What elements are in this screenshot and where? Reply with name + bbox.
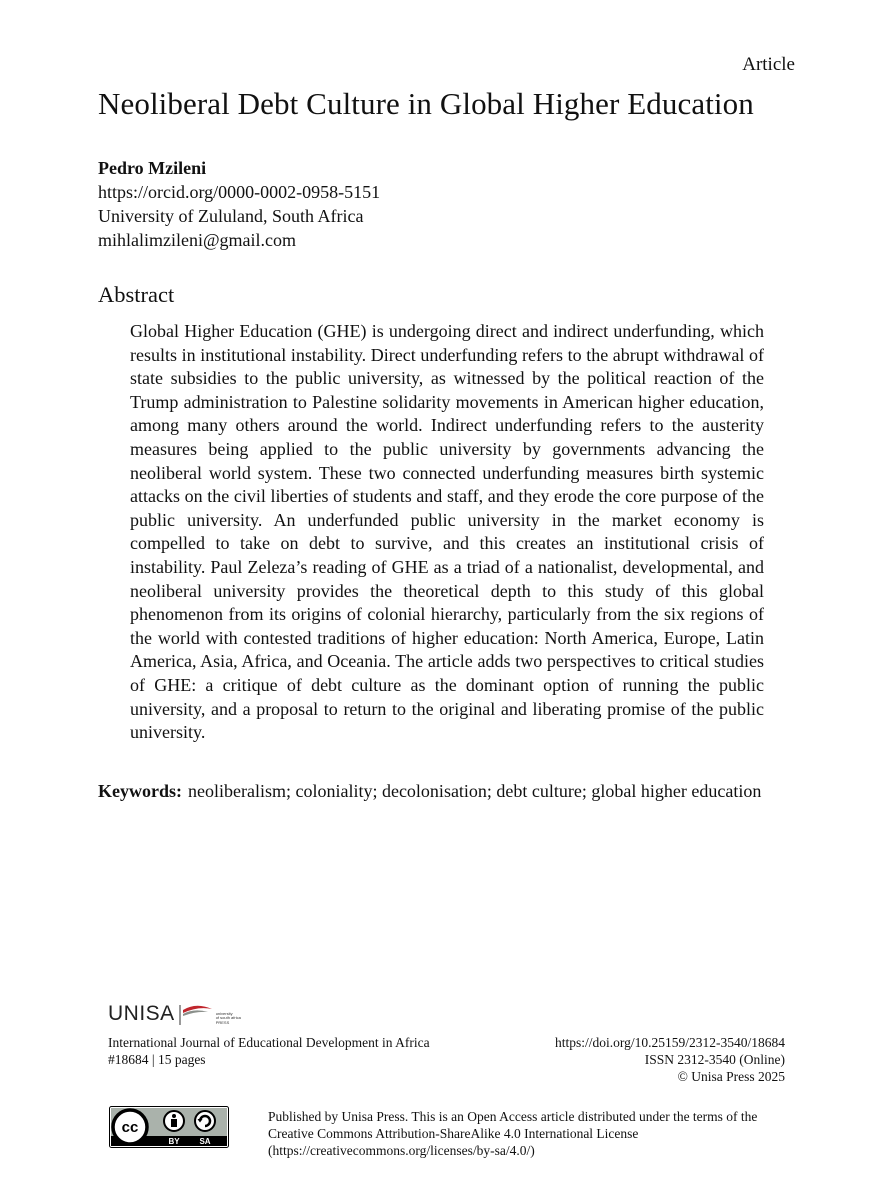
issn: ISSN 2312-3540 (Online) <box>644 1052 785 1067</box>
author-email-link[interactable]: mihlalimzileni@gmail.com <box>98 230 297 250</box>
article-number-pages: #18684 | 15 pages <box>108 1052 206 1067</box>
unisa-logo-text: UNISA <box>108 1002 175 1025</box>
abstract-heading: Abstract <box>98 282 175 307</box>
unisa-logo-subtext: university of south africa PRESS <box>215 1010 241 1025</box>
cc-by-sa-license-icon[interactable] <box>109 1106 229 1148</box>
keywords-label: Keywords: <box>98 781 182 801</box>
article-title: Neoliberal Debt Culture in Global Higher Education <box>98 86 754 121</box>
sa-icon-label: SA <box>199 1137 211 1146</box>
author-block <box>98 156 380 252</box>
doi-link[interactable]: https://doi.org/10.25159/2312-3540/18684 <box>554 1035 785 1050</box>
abstract-body: Global Higher Education (GHE) is undergoing direct and indirect underfunding, which results in institutional instability. Direct underfunding refers to the abrupt withdrawal of state subsidies to the public university, as witnessed by the political reaction of the Trump administration to Palestine solidarity movements in American higher education, among many others around the world. Indirect underfunding refers to the austerity measures being applied to the public university by governments advancing the neoliberal world system. These two connected underfunding measures birth systemic attacks on the civil liberties of students and staff, and they erode the core purpose of the public university. An underfunded public university in the market economy is compelled to take on debt to survive, and this creates an institutional crisis of instability. Paul Zeleza’s reading of GHE as a triad of a nationalist, developmental, and neoliberal university provides the theoretical depth to this study of this global phenomenon from its origins of colonial hierarchy, particularly from the six regions of the world with contested traditions of higher education: North America, Europe, Latin America, Asia, Africa, and Oceania. The article adds two perspectives to critical studies of GHE: a critique of debt culture as the dominant option of running the public university, and a proposal to return to the original and liberating promise of the public university. <box>130 321 764 743</box>
license-statement: Published by Unisa Press. This is an Open Access article distributed under the terms of the Creative Commons Attribution-ShareAlike 4.0 International License (https://creativecommons.org/licenses/by-sa/4.0/) <box>268 1109 758 1158</box>
journal-info <box>108 1034 430 1068</box>
copyright: © Unisa Press 2025 <box>677 1069 785 1084</box>
by-icon-label: BY <box>168 1137 180 1146</box>
article-type-label: Article <box>742 54 795 75</box>
cc-icon-label: cc <box>121 1119 139 1136</box>
unisa-wing-icon <box>178 1003 214 1025</box>
journal-name: International Journal of Educational Development in Africa <box>108 1035 430 1050</box>
keywords-list: neoliberalism; coloniality; decolonisation; debt culture; global higher education <box>188 781 762 801</box>
unisa-press-logo <box>108 1003 241 1025</box>
keywords-section <box>98 779 768 803</box>
publication-info <box>555 1034 785 1085</box>
author-orcid-link[interactable]: https://orcid.org/0000-0002-0958-5151 <box>98 182 381 202</box>
author-affiliation: University of Zululand, South Africa <box>98 206 364 226</box>
author-name: Pedro Mzileni <box>98 158 207 178</box>
